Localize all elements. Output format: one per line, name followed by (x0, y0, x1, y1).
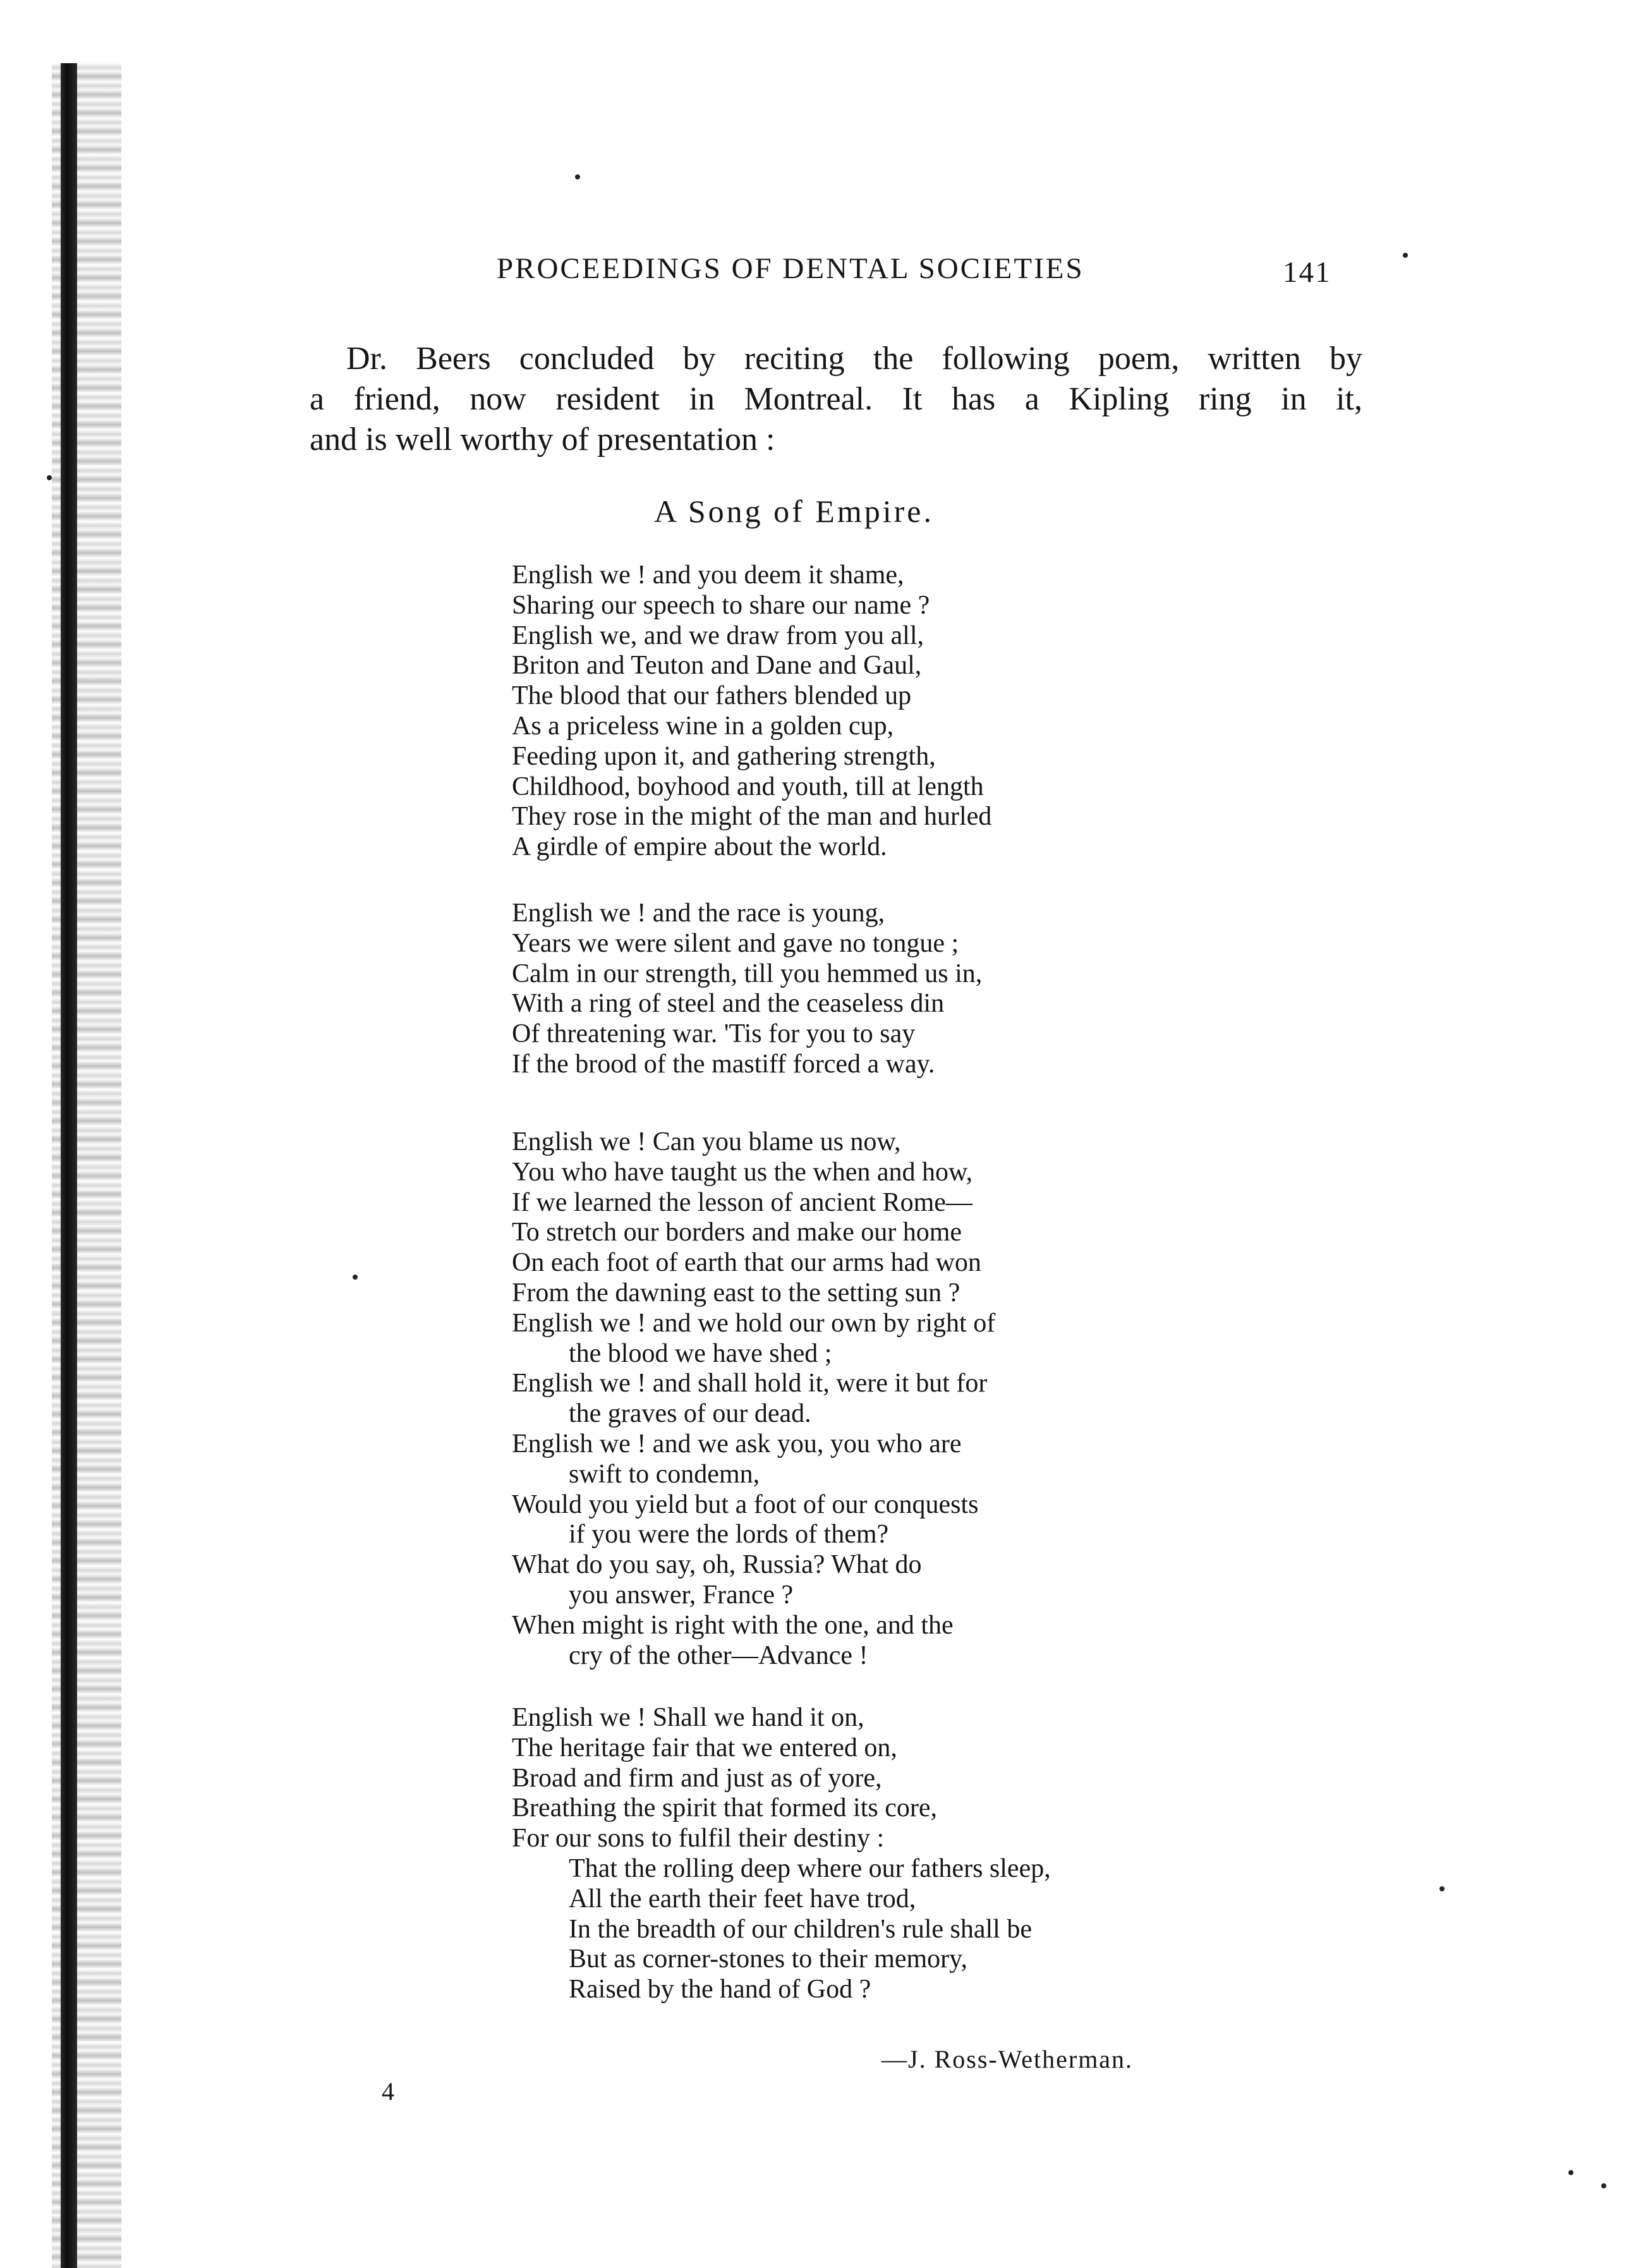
scan-speck (353, 1275, 358, 1280)
scan-speck (1601, 2183, 1606, 2188)
poem-line: They rose in the might of the man and hurled (512, 802, 992, 832)
poem-title: A Song of Empire. (654, 494, 934, 529)
poem-line: English we ! Shall we hand it on, (512, 1703, 864, 1732)
intro-line: and is well worthy of presentation : (310, 421, 775, 458)
poem-line: English we ! and shall hold it, were it but for (512, 1369, 988, 1398)
poem-line-continuation: if you were the lords of them? (569, 1520, 889, 1549)
scan-speck (47, 475, 52, 480)
scan-speck (1439, 1886, 1445, 1891)
binding-edge-line (61, 63, 77, 2268)
poem-line: The heritage fair that we entered on, (512, 1733, 897, 1762)
poem-stanza (512, 561, 991, 863)
poem-line: In the breadth of our children's rule shall be (569, 1914, 1032, 1944)
poem-line: Years we were silent and gave no tongue ; (512, 928, 959, 958)
poem-line: All the earth their feet have trod, (569, 1884, 916, 1913)
poem-attribution: —J. Ross-Wetherman. (882, 2045, 1134, 2073)
poem-line: English we ! Can you blame us now, (512, 1127, 901, 1156)
poem-line-continuation: the graves of our dead. (569, 1399, 811, 1429)
poem-line: Raised by the hand of God ? (569, 1975, 871, 2004)
poem-line-continuation: cry of the other—Advance ! (569, 1640, 868, 1670)
poem-stanza (512, 1127, 995, 1671)
page-number: 141 (1283, 256, 1331, 289)
poem-line: As a priceless wine in a golden cup, (512, 711, 894, 741)
poem-line: What do you say, oh, Russia? What do (512, 1550, 922, 1580)
poem-line: When might is right with the one, and the (512, 1610, 954, 1640)
poem-line: That the rolling deep where our fathers sleep, (569, 1853, 1051, 1883)
poem-line-continuation: you answer, France ? (569, 1580, 794, 1610)
poem-line: Feeding upon it, and gathering strength, (512, 741, 936, 771)
poem-line: If we learned the lesson of ancient Rome— (512, 1187, 972, 1217)
poem-line: Sharing our speech to share our name ? (512, 590, 930, 620)
poem-line: Breathing the spirit that formed its core, (512, 1793, 937, 1823)
poem-line: With a ring of steel and the ceaseless din (512, 989, 945, 1019)
poem-line-continuation: the blood we have shed ; (569, 1338, 832, 1368)
poem-line: If the brood of the mastiff forced a way. (512, 1049, 935, 1079)
intro-line: Dr. Beers concluded by reciting the following poem, written by (346, 341, 1362, 377)
poem-line: A girdle of empire about the world. (512, 832, 887, 862)
poem-line: English we ! and we ask you, you who are (512, 1429, 962, 1458)
poem-line: On each foot of earth that our arms had won (512, 1248, 981, 1278)
poem-line: The blood that our fathers blended up (512, 681, 912, 711)
poem-line: From the dawning east to the setting sun ? (512, 1278, 960, 1307)
poem-line: Calm in our strength, till you hemmed us in, (512, 959, 983, 988)
poem-line: To stretch our borders and make our home (512, 1218, 962, 1247)
intro-line: a friend, now resident in Montreal. It has a Kipling ring in it, (310, 381, 1362, 417)
poem-line: But as corner-stones to their memory, (569, 1944, 967, 1974)
scan-speck (1403, 253, 1408, 258)
poem-line: English we, and we draw from you all, (512, 621, 924, 650)
intro-paragraph (310, 339, 1362, 460)
poem-line: English we ! and the race is young, (512, 899, 885, 928)
poem-line: English we ! and we hold our own by right of (512, 1308, 996, 1338)
poem-stanza (512, 899, 982, 1080)
poem-line: For our sons to fulfil their destiny : (512, 1824, 885, 1853)
poem-line: Would you yield but a foot of our conquests (512, 1489, 979, 1519)
scan-speck (1568, 2170, 1573, 2175)
poem-line: Briton and Teuton and Dane and Gaul, (512, 651, 922, 681)
scan-speck (575, 174, 580, 179)
signature-mark: 4 (382, 2077, 394, 2106)
poem-line-continuation: swift to condemn, (569, 1459, 760, 1489)
poem-line: Childhood, boyhood and youth, till at length (512, 772, 984, 801)
running-head: PROCEEDINGS OF DENTAL SOCIETIES (497, 252, 1084, 285)
poem-line: You who have taught us the when and how, (512, 1157, 973, 1187)
poem-line: Of threatening war. 'Tis for you to say (512, 1019, 916, 1049)
poem-line: English we ! and you deem it shame, (512, 561, 904, 590)
poem-line: Broad and firm and just as of yore, (512, 1763, 882, 1793)
poem-stanza (512, 1703, 1051, 2005)
